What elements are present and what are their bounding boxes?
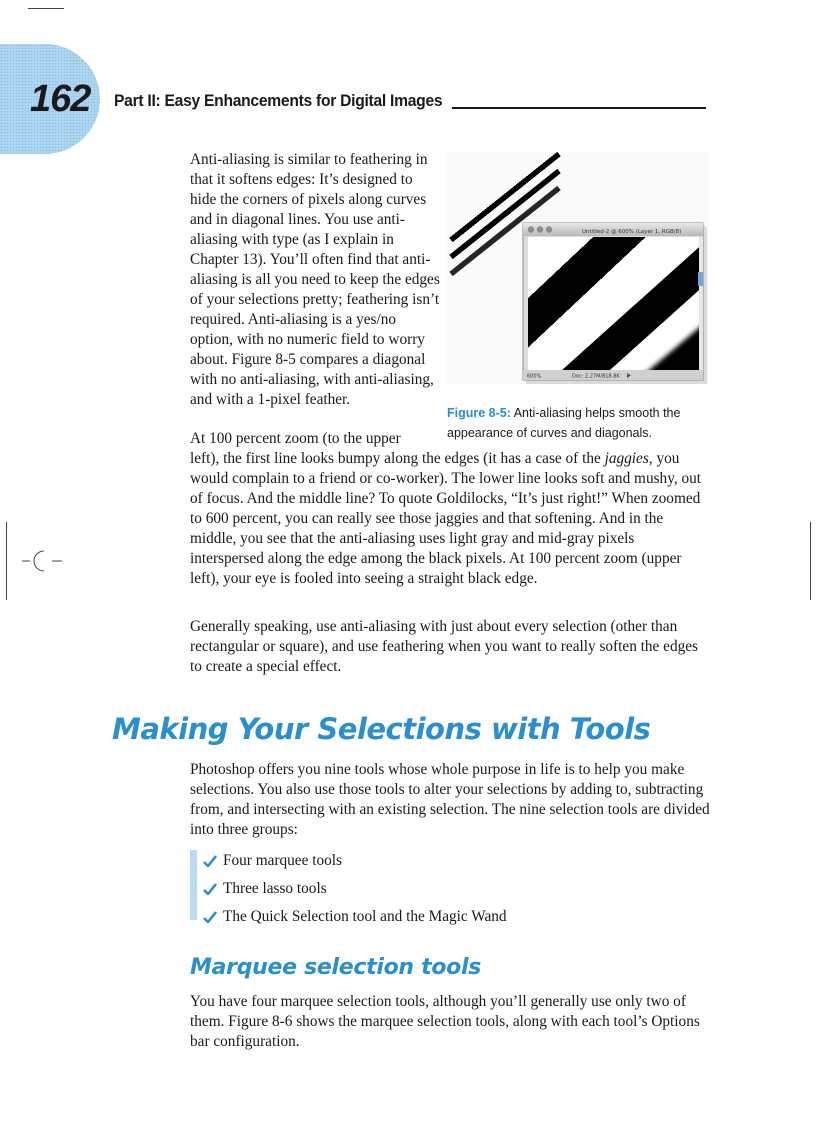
list-item xyxy=(203,878,507,906)
header-rule xyxy=(452,107,706,109)
list-item xyxy=(203,850,507,878)
window-title: Untitled-2 @ 600% (Layer 1, RGB/8) xyxy=(582,229,682,235)
crop-mark-top xyxy=(28,8,64,9)
registration-mark-icon xyxy=(22,546,62,576)
window-minimize-icon[interactable] xyxy=(537,226,543,232)
figure-caption-text: Anti-aliasing helps smooth the appearance of curves and diagonals. xyxy=(447,406,681,440)
checkmark-icon xyxy=(203,883,217,895)
checkmark-icon xyxy=(203,855,217,867)
figure-label: Figure 8-5: xyxy=(447,406,511,420)
paragraph-intro: Anti-aliasing is similar to feathering in that it softens edges: It’s designed to hide the corners of pixels along curves and in diagonal lines. You use anti-aliasing with type (as I explain in Chapter 13). You’ll often find that anti-aliasing is all you need to keep the edges of your selections pretty; feathering isn’t required. Anti-aliasing is a yes/no option, with no numeric field to worry about. Figure 8-5 compares a diagonal with no anti-aliasing, with anti-aliasing, and with a 1-pixel feather. xyxy=(190,151,440,408)
scrollbar-thumb[interactable] xyxy=(698,272,703,286)
zoom-text-after: you would complain to a friend or co-worker). The lower line looks soft and mushy, out of focus. And the middle line? To quote Goldilocks, “It’s just right!” When zoomed to 600 percent, you can really see those jaggies and that softening. And in the middle, you see that the anti-aliasing uses light gray and mid-gray pixels interspersed along the edge among the black pixels. At 100 percent zoom (upper left), your eye is fooled into seeing a straight black edge. xyxy=(190,450,702,587)
zoom-window xyxy=(497,197,709,384)
paragraph-zoom-start: At 100 percent zoom (to the upper xyxy=(190,430,401,447)
section-heading: Making Your Selections with Tools xyxy=(112,712,651,746)
vertical-scrollbar[interactable] xyxy=(699,237,703,370)
crop-mark-left xyxy=(6,522,7,600)
running-head: Part II: Easy Enhancements for Digital Images xyxy=(114,91,443,110)
window-zoom-icon[interactable] xyxy=(546,226,552,232)
window-close-icon[interactable] xyxy=(528,226,534,232)
anti-aliasing-illustration xyxy=(447,152,709,384)
checkmark-icon xyxy=(203,911,217,923)
page-number: 162 xyxy=(30,78,91,120)
paragraph-marquee-intro: You have four marquee selection tools, although you’ll generally use only two of them. Figure 8-6 shows the marquee selection tools, along with each tool’s Options bar configuration. xyxy=(190,993,700,1050)
paragraph-tools-intro: Photoshop offers you nine tools whose whole purpose in life is to help you make selections. You also use those tools to alter your selections by adding to, subtracting from, and intersecting with an existing selection. The nine selection tools are divided into three groups: xyxy=(190,761,710,838)
zoom-readout: 600% xyxy=(527,373,542,380)
figure-8-5 xyxy=(447,152,709,384)
list-item xyxy=(203,906,507,934)
paragraph-zoom xyxy=(190,449,712,589)
figure-caption xyxy=(447,403,717,443)
crop-mark-right xyxy=(810,522,811,600)
list-accent-bar xyxy=(190,850,197,920)
list-item-label: Four marquee tools xyxy=(223,852,342,869)
list-item-label: The Quick Selection tool and the Magic Wand xyxy=(223,908,507,925)
paragraph-general: Generally speaking, use anti-aliasing with just about every selection (other than rectangular or square), and use feathering when you want to really soften the edges to create a special effect. xyxy=(190,618,699,675)
doc-size-readout: Doc: 2.27M/818.8K xyxy=(572,373,620,380)
tool-groups-list xyxy=(203,850,507,934)
subsection-heading: Marquee selection tools xyxy=(190,955,481,980)
list-item-label: Three lasso tools xyxy=(223,880,327,897)
zoom-term: jaggies, xyxy=(604,450,653,467)
zoom-text-before: left), the first line looks bumpy along the edges (it has a case of the xyxy=(190,450,605,467)
